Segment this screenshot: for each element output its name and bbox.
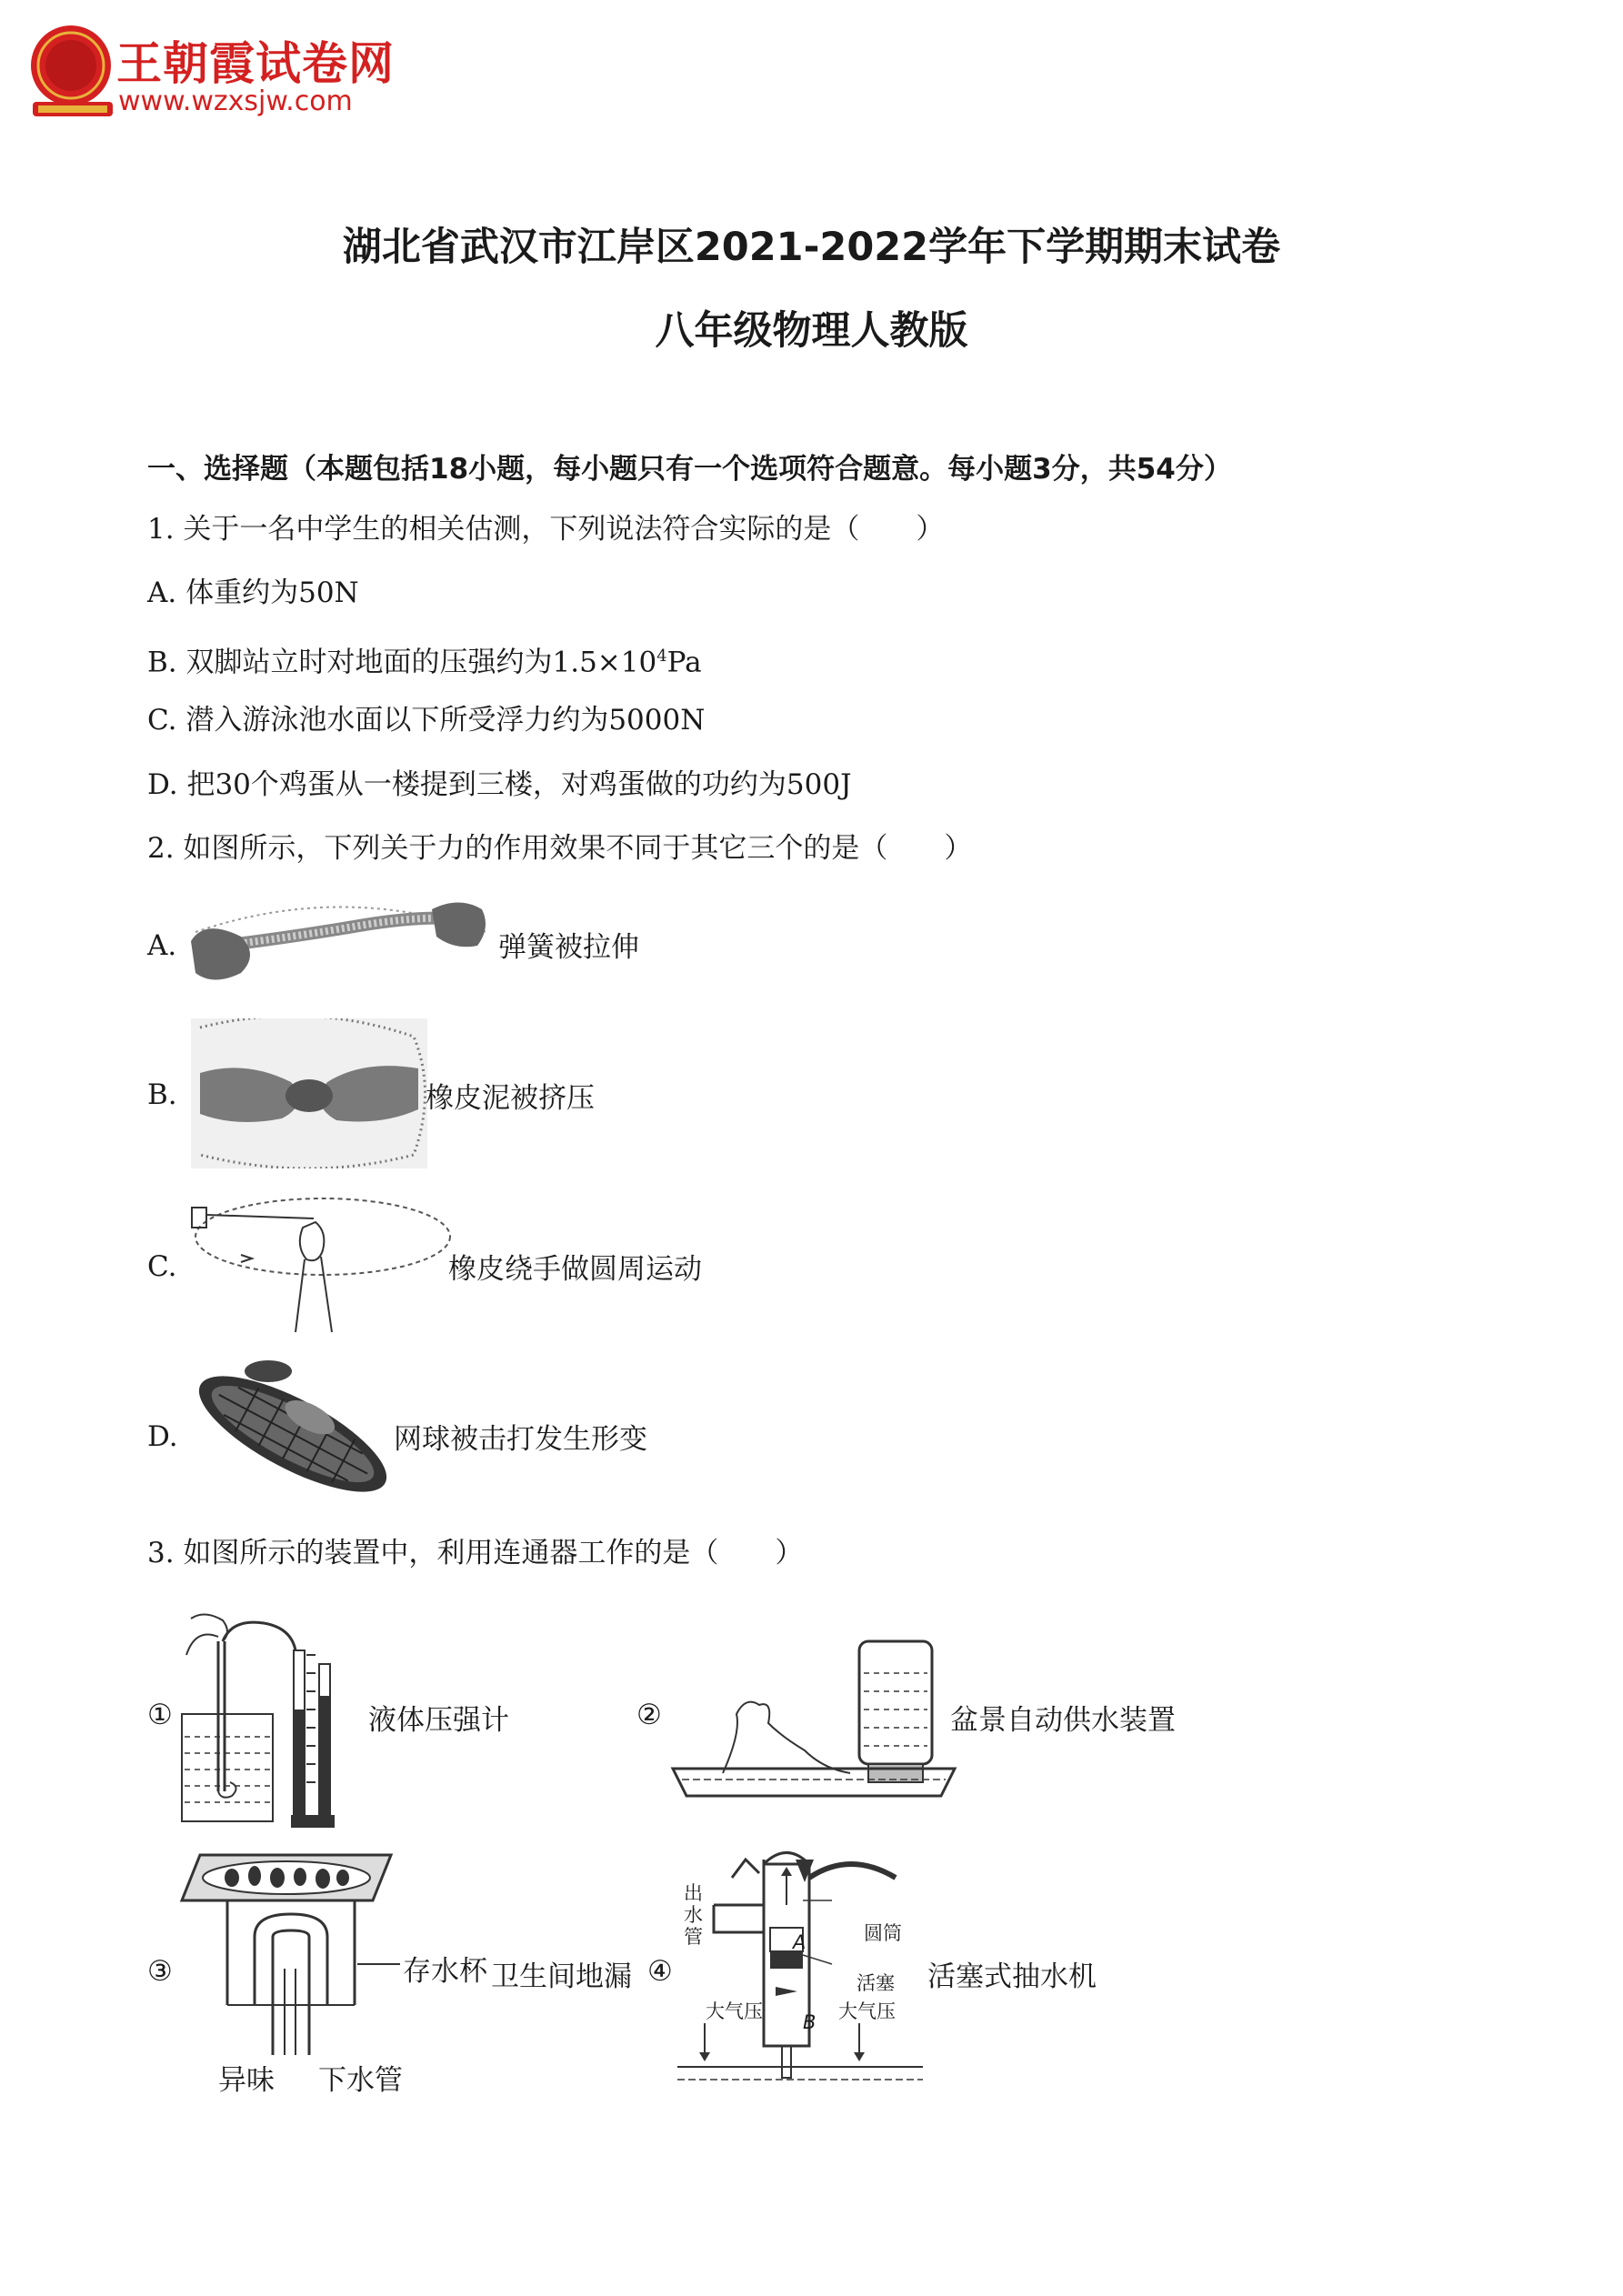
q3-fig4-label-atm-left: 大气压 [706,2000,763,2022]
q3-fig1-number: ① [147,1699,173,1731]
q2-option-c-caption: 橡皮绕手做圆周运动 [448,1253,702,1286]
q1-stem: 1. 关于一名中学生的相关估测，下列说法符合实际的是（ ） [147,513,945,546]
section-heading: 一、选择题（本题包括18小题，每小题只有一个选项符合题意。每小题3分，共54分） [147,453,1232,486]
q3-fig4-label-piston: 活塞 [857,1972,895,1994]
q2-option-d-letter: D. [147,1420,178,1453]
logo-seal-icon [25,22,125,122]
q2-option-c-letter: C. [147,1250,177,1283]
q2-option-b-caption: 橡皮泥被挤压 [426,1082,595,1115]
logo-url[interactable]: www.wzxsjw.com [118,85,353,117]
q2-stem: 2. 如图所示，下列关于力的作用效果不同于其它三个的是（ ） [147,832,973,865]
spring-stretch-icon [186,882,496,1000]
page-subtitle: 八年级物理人教版 [655,308,968,354]
q3-stem: 3. 如图所示的装置中，利用连通器工作的是（ ） [147,1537,804,1569]
q3-fig3-caption: 卫生间地漏 [491,1960,632,1993]
pressure-gauge-icon [177,1600,368,1832]
q3-fig4-label-valve-a: A [793,1931,806,1953]
q1-option-c: C. 潜入游泳池水面以下所受浮力约为5000N [147,704,706,737]
q3-fig3-label-odor: 异味 [218,2064,275,2097]
q3-fig4-label-valve-b: B [803,2011,817,2033]
q3-fig4-label-outlet: 出水管 [684,1882,703,1948]
tennis-racket-icon [186,1355,400,1514]
q3-fig4-label-cylinder: 圆筒 [864,1922,902,1944]
q1-option-a: A. 体重约为50N [147,577,359,609]
clay-squeeze-icon [191,1018,427,1168]
bonsai-water-supply-icon [668,1632,959,1805]
q3-fig3-label-cup: 存水杯 [403,1955,487,1988]
q3-fig1-caption: 液体压强计 [368,1704,509,1737]
site-logo[interactable] [25,22,407,122]
q2-option-b-letter: B. [147,1078,177,1111]
q3-fig3-number: ③ [147,1955,173,1988]
page-title: 湖北省武汉市江岸区2021-2022学年下学期期末试卷 [342,225,1281,270]
q3-fig4-label-atm-right: 大气压 [838,2000,896,2022]
q3-fig4-caption: 活塞式抽水机 [927,1960,1097,1993]
q2-option-a-letter: A. [147,929,177,962]
q1-option-b-unit: Pa [666,646,702,679]
q3-fig3-label-drain: 下水管 [318,2064,403,2097]
q3-fig2-number: ② [636,1699,662,1731]
piston-pump-icon [677,1841,923,2087]
q2-option-a-caption: 弹簧被拉伸 [498,931,639,964]
q2-option-d-caption: 网球被击打发生形变 [394,1423,647,1456]
q1-option-b-exponent: 4 [656,647,667,666]
q3-fig2-caption: 盆景自动供水装置 [950,1704,1176,1737]
logo-name: 王朝霞试卷网 [116,37,395,90]
q1-option-b [147,638,702,680]
q3-fig4-number: ④ [647,1955,673,1988]
q1-option-d: D. 把30个鸡蛋从一楼提到三楼，对鸡蛋做的功约为500J [147,768,852,801]
q1-option-b-text: B. 双脚站立时对地面的压强约为1.5×10 [147,646,657,679]
circular-motion-icon [186,1182,459,1337]
floor-drain-icon [177,1850,405,2055]
